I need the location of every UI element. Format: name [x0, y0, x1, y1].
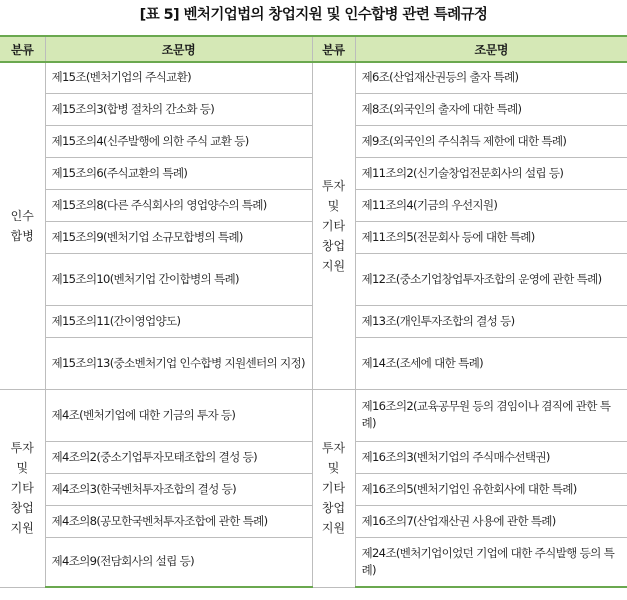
article-cell: 제15조의11(간이영업양도)	[45, 305, 312, 337]
article-cell: 제11조의2(신기술창업전문회사의 설립 등)	[355, 157, 627, 189]
article-cell: 제15조의4(신주발행에 의한 주식 교환 등)	[45, 125, 312, 157]
article-cell: 제13조(개인투자조합의 결성 등)	[355, 305, 627, 337]
article-cell: 제12조(중소기업창업투자조합의 운영에 관한 특례)	[355, 253, 627, 305]
category-line: 기타	[321, 481, 346, 495]
header-article-left: 조문명	[45, 36, 312, 62]
category-line: 및	[16, 461, 29, 475]
category-line: 투자	[10, 441, 34, 455]
category-line: 창업	[321, 501, 346, 515]
category-line: 및	[327, 198, 340, 213]
article-cell: 제16조의2(교육공무원 등의 겸임이나 겸직에 관한 특례)	[355, 389, 627, 441]
table-row	[0, 389, 627, 441]
category-cell-investment	[312, 62, 355, 389]
article-cell: 제9조(외국인의 주식취득 제한에 대한 특례)	[355, 125, 627, 157]
article-cell: 제6조(산업재산권등의 출자 특례)	[355, 62, 627, 93]
category-line: 투자	[321, 441, 346, 455]
article-cell: 제15조의9(벤처기업 소규모합병의 특례)	[45, 221, 312, 253]
article-cell: 제4조의8(공모한국벤처투자조합에 관한 특례)	[45, 505, 312, 537]
category-line: 인수	[10, 208, 34, 223]
article-cell: 제4조의9(전담회사의 설립 등)	[45, 537, 312, 587]
article-cell: 제15조의10(벤처기업 간이합병의 특례)	[45, 253, 312, 305]
header-row	[0, 36, 627, 62]
article-cell: 제15조의6(주식교환의 특례)	[45, 157, 312, 189]
article-cell: 제16조의7(산업재산권 사용에 관한 특례)	[355, 505, 627, 537]
article-cell: 제8조(외국인의 출자에 대한 특례)	[355, 93, 627, 125]
header-article-right: 조문명	[355, 36, 627, 62]
category-cell-merger	[0, 62, 45, 389]
category-line: 및	[327, 461, 340, 475]
category-cell-investment-right	[312, 389, 355, 587]
article-cell: 제15조의13(중소벤처기업 인수합병 지원센터의 지정)	[45, 337, 312, 389]
article-cell: 제14조(조세에 대한 특례)	[355, 337, 627, 389]
table-title: [표 5] 벤처기업법의 창업지원 및 인수합병 관련 특례규정	[139, 7, 488, 23]
special-provisions-table	[0, 35, 627, 588]
category-line: 합병	[10, 228, 34, 243]
category-line: 창업	[321, 238, 346, 253]
article-cell: 제15조(벤처기업의 주식교환)	[45, 62, 312, 93]
article-cell: 제11조의5(전문회사 등에 대한 특례)	[355, 221, 627, 253]
article-cell: 제15조의8(다른 주식회사의 영업양수의 특례)	[45, 189, 312, 221]
category-line: 기타	[10, 481, 34, 495]
article-cell: 제16조의5(벤처기업인 유한회사에 대한 특례)	[355, 473, 627, 505]
category-line: 창업	[10, 501, 34, 515]
article-cell: 제4조(벤처기업에 대한 기금의 투자 등)	[45, 389, 312, 441]
category-line: 지원	[321, 258, 346, 273]
article-cell: 제16조의3(벤처기업의 주식매수선택권)	[355, 441, 627, 473]
category-line: 지원	[321, 521, 346, 535]
category-cell-investment-left	[0, 389, 45, 587]
article-cell: 제15조의3(합병 절차의 간소화 등)	[45, 93, 312, 125]
header-category-right: 분류	[312, 36, 355, 62]
article-cell: 제11조의4(기금의 우선지원)	[355, 189, 627, 221]
header-category-left: 분류	[0, 36, 45, 62]
category-line: 기타	[321, 218, 346, 233]
article-cell: 제24조(벤처기업이었던 기업에 대한 주식발행 등의 특례)	[355, 537, 627, 587]
category-line: 투자	[321, 178, 346, 193]
table-row	[0, 62, 627, 93]
article-cell: 제4조의3(한국벤처투자조합의 결성 등)	[45, 473, 312, 505]
category-line: 지원	[10, 521, 34, 535]
article-cell: 제4조의2(중소기업투자모태조합의 결성 등)	[45, 441, 312, 473]
